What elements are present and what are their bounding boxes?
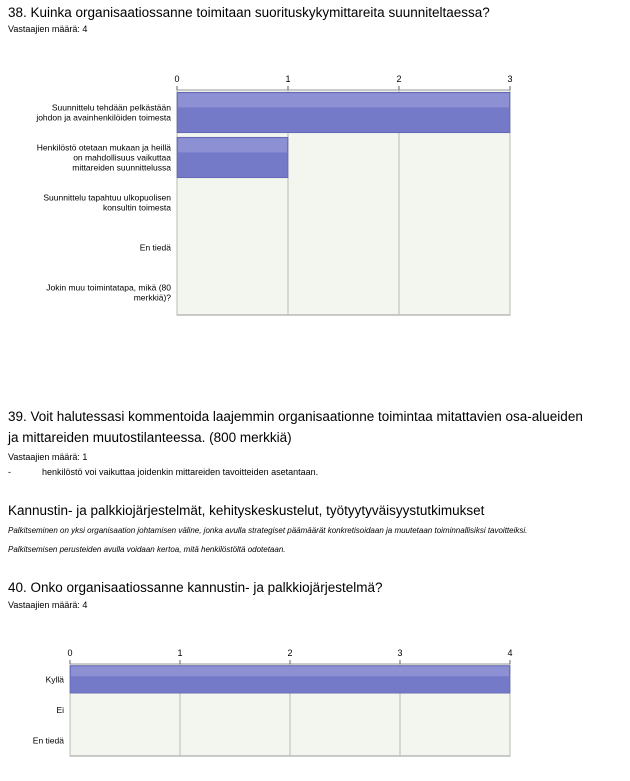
- q38-tick-label: 3: [507, 74, 513, 84]
- q38-chart: [0, 70, 630, 320]
- q40-category-label: Ei: [56, 705, 64, 715]
- q40-chart-svg: [0, 645, 630, 776]
- q40-bar-highlight: [71, 667, 509, 677]
- q38-category-label: Henkilöstö otetaan mukaan ja heillä: [36, 142, 171, 153]
- q38-bar-highlight: [178, 138, 287, 152]
- q38-category-label: Jokin muu toimintatapa, mikä (80: [46, 282, 171, 293]
- q40-tick-label: 4: [507, 648, 513, 658]
- q39-respondent-count: Vastaajien määrä: 1: [8, 452, 88, 462]
- q39-title-line2: ja mittareiden muutostilanteessa. (800 merkkiä): [8, 430, 292, 445]
- q40-category-label: Kyllä: [45, 674, 64, 685]
- q38-tick-label: 1: [285, 74, 291, 84]
- q38-category-label: merkkiä)?: [133, 292, 171, 303]
- q38-respondent-count: Vastaajien määrä: 4: [8, 24, 88, 34]
- q39-comment-dash: -: [8, 467, 11, 477]
- section-note-1: Palkitseminen on yksi organisaation johtamisen väline, jonka avulla strategiset päämäärät konkretisoidaan ja muutetaan toiminnallisiksi tavoitteiksi.: [8, 526, 528, 535]
- q40-tick-label: 3: [397, 648, 403, 658]
- q40-tick-label: 2: [287, 648, 293, 658]
- q38-tick-label: 0: [174, 74, 180, 84]
- q38-tick-label: 2: [396, 74, 402, 84]
- q38-category-label: En tiedä: [139, 242, 171, 253]
- q40-tick-label: 0: [67, 648, 73, 658]
- q40-chart: [0, 645, 630, 776]
- q40-title: 40. Onko organisaatiossanne kannustin- ja palkkiojärjestelmä?: [8, 580, 383, 595]
- q40-category-label: En tiedä: [32, 735, 64, 746]
- q38-category-label: konsultin toimesta: [102, 202, 171, 213]
- q38-bar-highlight: [178, 93, 509, 107]
- q39-comment-text: henkilöstö voi vaikuttaa joidenkin mittareiden tavoitteiden asetantaan.: [42, 467, 319, 477]
- q40-tick-label: 1: [177, 648, 183, 658]
- q38-category-label: on mahdollisuus vaikuttaa: [73, 152, 171, 163]
- q38-category-label: johdon ja avainhenkilöiden toimesta: [36, 112, 171, 123]
- q38-category-label: mittareiden suunnittelussa: [72, 162, 171, 173]
- q38-chart-svg: [0, 70, 630, 320]
- q38-category-label: Suunnittelu tehdään pelkästään: [51, 102, 171, 113]
- section-note-2: Palkitsemisen perusteiden avulla voidaan kertoa, mitä henkilöstöltä odotetaan.: [8, 545, 286, 554]
- q39-title-line1: 39. Voit halutessasi kommentoida laajemmin organisaationne toimintaa mitattavien osa-alueiden: [8, 409, 583, 424]
- q38-category-label: Suunnittelu tapahtuu ulkopuolisen: [43, 192, 171, 203]
- section-title: Kannustin- ja palkkiojärjestelmät, kehityskeskustelut, työtyytyväisyystutkimukset: [8, 503, 485, 518]
- q40-respondent-count: Vastaajien määrä: 4: [8, 600, 88, 610]
- q38-title: 38. Kuinka organisaatiossanne toimitaan suorituskykymittareita suunniteltaessa?: [8, 5, 490, 20]
